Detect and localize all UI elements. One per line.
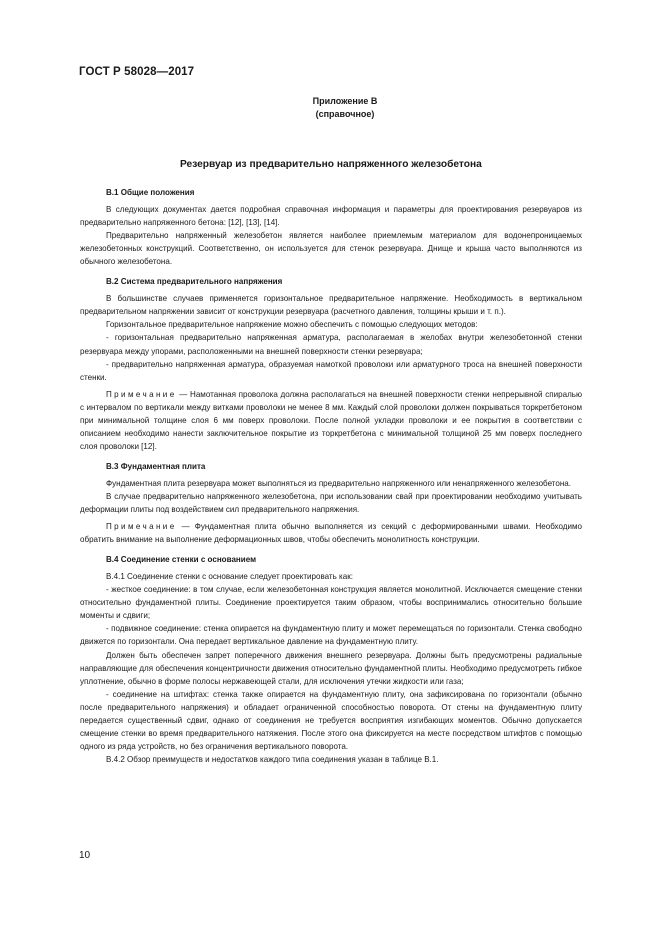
section-heading: В.4 Соединение стенки с основанием <box>106 555 257 565</box>
document-title: Резервуар из предварительно напряженного железобетона <box>180 159 482 170</box>
paragraph: В следующих документах дается подробная справочная информация и параметры для проектирования резервуаров из предварительно напряженного бетона: [12], [13], [14]. <box>80 205 582 228</box>
list-item: - подвижное соединение: стенка опирается на фундаментную плиту и может перемещаться по горизонтали. Стенка свободно движется по горизонтали. Она передает вертикальное давление на фундаментную плиту. <box>80 624 582 647</box>
paragraph: Фундаментная плита резервуара может выполняться из предварительно напряженного или ненапряженного железобетона. <box>106 478 572 488</box>
note-text: — Намотанная проволока должна располагаться на внешней поверхности стенки непрерывной спиралью с интервалом по вертикали между витками проволоки не менее 8 мм. Каждый слой проволоки должен покрываться торкретбетоном при минимальной толщине слоя 6 мм поверх проволоки. После полной укладки проволоки и ее покрытия в соответствии с описанием необходимо нанести заключительное покрытие из торкретбетона с минимальной толщиной 25 мм поверх последнего слоя проволоки [12]. <box>80 389 582 451</box>
paragraph: В большинстве случаев применяется горизонтальное предварительное напряжение. Необходимость в вертикальном предварительном напряжении зависит от конструкции резервуара (расчетного давления, толщины крыши и т. п.). <box>80 294 582 317</box>
annex-kind: (справочное) <box>315 109 375 119</box>
paragraph: Горизонтальное предварительное напряжение можно обеспечить с помощью следующих методов: <box>106 320 478 330</box>
document-body <box>80 186 582 766</box>
note-label: Примечание <box>106 522 177 532</box>
note-label: Примечание <box>106 389 177 399</box>
list-item: - жесткое соединение: в том случае, если железобетонная конструкция является монолитной. Исключается смещение стенки относительно фундаментной плиты. Соединение проектируется таким образом, чтобы воспринимались относительно большие моменты и сдвиги; <box>80 585 582 621</box>
list-item: - предварительно напряженная арматура, образуемая намоткой проволоки или арматурного троса на внешней поверхности стенки. <box>80 359 582 382</box>
section-heading: В.1 Общие положения <box>106 188 195 197</box>
paragraph: В случае предварительно напряженного железобетона, при использовании свай при проектировании необходимо учитывать деформации плиты под воздействием сил предварительного напряжения. <box>80 491 582 515</box>
list-item: - соединение на штифтах: стенка также опирается на фундаментную плиту, она зафиксирована по горизонтали (обычно после предварительного напряжения) и обладает ограниченной способностью поворота. От стены на фундаментную плиту передается существенный сдвиг, однако от соединения не требуется восприятия изгибающих моментов. Обычно допускается смещение стенки во время предварительного натяжения. После этого она фиксируется на месте посредством штифтов с помощью одного из ряда устройств, но без ограничения вертикального поворота. <box>80 689 582 751</box>
standard-header: ГОСТ Р 58028—2017 <box>79 66 195 78</box>
section-heading: В.2 Система предварительного напряжения <box>106 277 283 287</box>
section-heading: В.3 Фундаментная плита <box>106 461 206 471</box>
paragraph: В.4.2 Обзор преимуществ и недостатков каждого типа соединения указан в таблице В.1. <box>106 754 439 764</box>
note <box>80 388 582 453</box>
page-number: 10 <box>79 850 91 861</box>
annex-caption <box>300 95 390 121</box>
paragraph: В.4.1 Соединение стенки с основание следует проектировать как: <box>106 572 353 582</box>
paragraph: Должен быть обеспечен запрет поперечного движения внешнего резервуара. Должны быть предусмотрены радиальные направляющие для обеспечения концентричности движения относительно фундаментной плиты. Необходимо предусмотреть гибкое уплотнение, обычно в форме полосы нержавеющей стали, для исключения утечки жидкости или газа; <box>80 650 582 686</box>
annex-label: Приложение В <box>312 96 378 106</box>
note-text: — Фундаментная плита обычно выполняется из секций с деформированными швами. Необходимо обратить внимание на выполнение деформационных швов, чтобы обеспечить монолитность конструкции. <box>80 522 582 545</box>
list-item: - горизонтальная предварительно напряженная арматура, располагаемая в желобах внутри железобетонной стенки резервуара между упорами, расположенными на внешней поверхности стенки резервуара; <box>80 333 582 356</box>
note <box>80 520 582 546</box>
paragraph: Предварительно напряженный железобетон является наиболее приемлемым материалом для водонепроницаемых железобетонных конструкций. Соответственно, он используется для стенок резервуара. Днище и крыша часто выполняются из обычного железобетона. <box>80 231 582 267</box>
